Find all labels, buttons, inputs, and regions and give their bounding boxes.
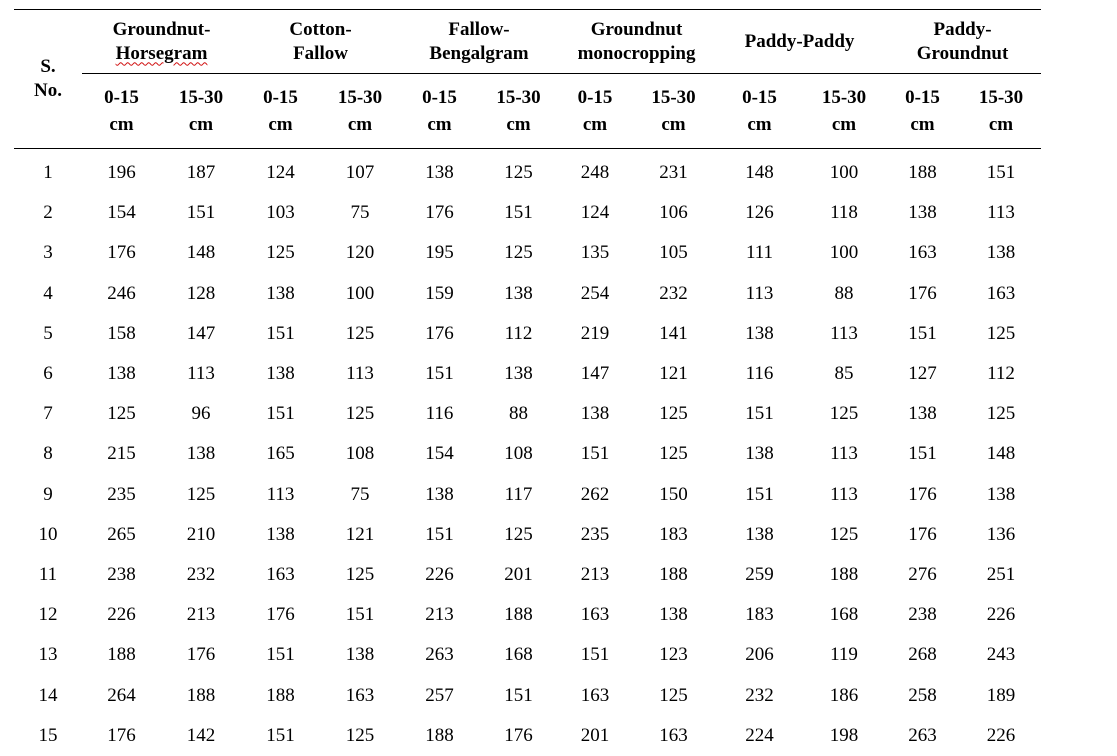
row-number-cell: 1 xyxy=(43,162,53,184)
row-number-cell: 12 xyxy=(38,604,58,626)
value-cell: 176 xyxy=(908,282,937,304)
value-cell: 138 xyxy=(986,242,1016,264)
value-cell: 88 xyxy=(834,282,854,304)
depth-header-cell xyxy=(804,74,884,149)
value-cell: 176 xyxy=(425,322,454,344)
value-cell: 210 xyxy=(186,523,216,545)
value-cell: 235 xyxy=(580,523,610,545)
value-cell: 125 xyxy=(659,443,688,465)
data-table xyxy=(14,9,1041,756)
value-cell: 163 xyxy=(908,242,937,264)
value-cell: 125 xyxy=(345,724,375,746)
value-cell: 125 xyxy=(345,563,375,585)
value-cell: 176 xyxy=(107,242,136,264)
value-cell: 165 xyxy=(266,443,295,465)
value-cell: 125 xyxy=(107,403,136,425)
value-cell: 276 xyxy=(908,563,937,585)
value-cell: 163 xyxy=(580,604,610,626)
value-cell: 138 xyxy=(908,202,937,224)
value-cell: 100 xyxy=(829,162,859,184)
value-cell: 151 xyxy=(266,724,295,746)
value-cell: 108 xyxy=(345,443,375,465)
value-cell: 189 xyxy=(986,684,1016,706)
value-cell: 188 xyxy=(107,644,136,666)
table-row xyxy=(14,635,1041,675)
value-cell: 125 xyxy=(345,322,375,344)
row-number-cell: 4 xyxy=(43,282,53,304)
depth-range: 0-15 xyxy=(577,87,613,108)
depth-header-cell xyxy=(632,74,715,149)
value-cell: 248 xyxy=(580,162,610,184)
value-cell: 251 xyxy=(986,563,1016,585)
value-cell: 151 xyxy=(908,443,937,465)
value-cell: 107 xyxy=(345,162,375,184)
depth-range: 0-15 xyxy=(742,87,777,108)
value-cell: 151 xyxy=(745,483,774,505)
value-cell: 176 xyxy=(425,202,454,224)
value-cell: 147 xyxy=(186,322,216,344)
value-cell: 121 xyxy=(659,363,688,385)
value-cell: 124 xyxy=(580,202,610,224)
value-cell: 75 xyxy=(350,202,370,224)
value-cell: 201 xyxy=(580,724,610,746)
value-cell: 151 xyxy=(986,162,1016,184)
value-cell: 113 xyxy=(987,202,1015,224)
value-cell: 154 xyxy=(425,443,454,465)
value-cell: 188 xyxy=(659,563,688,585)
value-cell: 168 xyxy=(504,644,533,666)
value-cell: 88 xyxy=(509,403,529,425)
value-cell: 151 xyxy=(345,604,375,626)
value-cell: 188 xyxy=(186,684,216,706)
depth-range: 15-30 xyxy=(496,87,541,108)
value-cell: 215 xyxy=(107,443,136,465)
value-cell: 127 xyxy=(908,363,937,385)
row-number-cell: 10 xyxy=(38,523,58,545)
depth-range: 15-30 xyxy=(821,87,867,108)
rotation-header-paddy-paddy: Paddy-Paddy xyxy=(715,10,884,74)
value-cell: 113 xyxy=(346,363,374,385)
value-cell: 168 xyxy=(829,604,859,626)
value-cell: 159 xyxy=(425,282,454,304)
depth-header-cell xyxy=(400,74,479,149)
depth-range: 0-15 xyxy=(905,87,940,108)
value-cell: 188 xyxy=(266,684,295,706)
value-cell: 232 xyxy=(186,563,216,585)
value-cell: 125 xyxy=(829,403,859,425)
value-cell: 138 xyxy=(745,322,774,344)
value-cell: 138 xyxy=(186,443,216,465)
value-cell: 135 xyxy=(580,242,610,264)
value-cell: 151 xyxy=(186,202,216,224)
value-cell: 226 xyxy=(986,604,1016,626)
value-cell: 163 xyxy=(580,684,610,706)
rotation-header-cotton-fallow: Cotton- Fallow xyxy=(241,10,400,74)
value-cell: 116 xyxy=(745,363,774,385)
value-cell: 125 xyxy=(829,523,859,545)
depth-header-cell xyxy=(558,74,632,149)
table-row xyxy=(14,193,1041,233)
value-cell: 125 xyxy=(986,403,1016,425)
value-cell: 138 xyxy=(504,363,533,385)
value-cell: 176 xyxy=(107,724,136,746)
value-cell: 163 xyxy=(659,724,688,746)
table-row xyxy=(14,595,1041,635)
depth-range: 15-30 xyxy=(651,87,696,108)
depth-header-cell xyxy=(161,74,241,149)
value-cell: 259 xyxy=(745,563,774,585)
value-cell: 138 xyxy=(580,403,610,425)
table-row xyxy=(14,555,1041,595)
value-cell: 113 xyxy=(830,443,858,465)
value-cell: 176 xyxy=(186,644,216,666)
table-row xyxy=(14,515,1041,555)
rotation-header-paddy-groundnut: Paddy- Groundnut xyxy=(884,10,1041,74)
depth-header-cell xyxy=(479,74,558,149)
value-cell: 257 xyxy=(425,684,454,706)
value-cell: 125 xyxy=(186,483,216,505)
value-cell: 243 xyxy=(986,644,1016,666)
row-number-cell: 14 xyxy=(38,684,58,706)
value-cell: 188 xyxy=(425,724,454,746)
value-cell: 138 xyxy=(425,483,454,505)
rotation-header-groundnut-monocropping: Groundnut monocropping xyxy=(558,10,715,74)
value-cell: 125 xyxy=(659,403,688,425)
sno-header-line2: No. xyxy=(34,80,62,101)
depth-unit: cm xyxy=(347,114,373,135)
value-cell: 138 xyxy=(266,363,295,385)
table-row xyxy=(14,233,1041,273)
value-cell: 120 xyxy=(345,242,375,264)
value-cell: 113 xyxy=(830,483,858,505)
value-cell: 188 xyxy=(908,162,937,184)
value-cell: 201 xyxy=(504,563,533,585)
value-cell: 263 xyxy=(425,644,454,666)
row-number-cell: 7 xyxy=(43,403,53,425)
value-cell: 106 xyxy=(659,202,688,224)
value-cell: 188 xyxy=(829,563,859,585)
value-cell: 151 xyxy=(425,523,454,545)
value-cell: 123 xyxy=(659,644,688,666)
value-cell: 231 xyxy=(659,162,688,184)
value-cell: 138 xyxy=(986,483,1016,505)
value-cell: 151 xyxy=(580,644,610,666)
value-cell: 151 xyxy=(425,363,454,385)
table-row xyxy=(14,149,1041,194)
depth-header-cell xyxy=(82,74,161,149)
value-cell: 116 xyxy=(425,403,454,425)
table-body xyxy=(14,149,1041,756)
value-cell: 163 xyxy=(345,684,375,706)
depth-unit: cm xyxy=(661,114,686,135)
value-cell: 163 xyxy=(986,282,1016,304)
value-cell: 100 xyxy=(345,282,375,304)
depth-header-cell xyxy=(715,74,804,149)
value-cell: 119 xyxy=(830,644,858,666)
depth-range: 15-30 xyxy=(337,87,383,108)
depth-unit: cm xyxy=(427,114,452,135)
value-cell: 125 xyxy=(504,162,533,184)
value-cell: 151 xyxy=(266,403,295,425)
rotation-header-fallow-bengalgram: Fallow- Bengalgram xyxy=(400,10,558,74)
value-cell: 138 xyxy=(504,282,533,304)
table-row xyxy=(14,434,1041,474)
value-cell: 148 xyxy=(186,242,216,264)
value-cell: 188 xyxy=(504,604,533,626)
row-number-cell: 5 xyxy=(43,322,53,344)
table-header xyxy=(14,10,1041,149)
value-cell: 262 xyxy=(580,483,610,505)
value-cell: 113 xyxy=(187,363,215,385)
value-cell: 176 xyxy=(504,724,533,746)
value-cell: 176 xyxy=(266,604,295,626)
value-cell: 117 xyxy=(504,483,533,505)
value-cell: 147 xyxy=(580,363,610,385)
value-cell: 151 xyxy=(745,403,774,425)
value-cell: 138 xyxy=(745,523,774,545)
value-cell: 125 xyxy=(504,242,533,264)
value-cell: 232 xyxy=(745,684,774,706)
value-cell: 226 xyxy=(986,724,1016,746)
value-cell: 154 xyxy=(107,202,136,224)
value-cell: 125 xyxy=(504,523,533,545)
value-cell: 125 xyxy=(659,684,688,706)
depth-range: 15-30 xyxy=(978,87,1024,108)
value-cell: 148 xyxy=(986,443,1016,465)
row-number-cell: 8 xyxy=(43,443,53,465)
value-cell: 75 xyxy=(350,483,370,505)
value-cell: 183 xyxy=(659,523,688,545)
row-number-cell: 13 xyxy=(38,644,58,666)
depth-unit: cm xyxy=(747,114,772,135)
row-number-cell: 3 xyxy=(43,242,53,264)
value-cell: 151 xyxy=(908,322,937,344)
value-cell: 196 xyxy=(107,162,136,184)
value-cell: 246 xyxy=(107,282,136,304)
value-cell: 124 xyxy=(266,162,295,184)
value-cell: 118 xyxy=(830,202,858,224)
value-cell: 213 xyxy=(186,604,216,626)
value-cell: 96 xyxy=(191,403,211,425)
value-cell: 121 xyxy=(345,523,375,545)
value-cell: 103 xyxy=(266,202,295,224)
value-cell: 195 xyxy=(425,242,454,264)
depth-header-cell xyxy=(241,74,320,149)
value-cell: 148 xyxy=(745,162,774,184)
table-row xyxy=(14,314,1041,354)
value-cell: 206 xyxy=(745,644,774,666)
depth-header-cell xyxy=(961,74,1041,149)
depth-range: 0-15 xyxy=(422,87,457,108)
value-cell: 111 xyxy=(745,242,774,264)
value-cell: 151 xyxy=(580,443,610,465)
value-cell: 226 xyxy=(107,604,136,626)
value-cell: 113 xyxy=(266,483,295,505)
value-cell: 113 xyxy=(830,322,858,344)
data-table-container xyxy=(14,9,1033,756)
value-cell: 163 xyxy=(266,563,295,585)
value-cell: 213 xyxy=(425,604,454,626)
depth-unit: cm xyxy=(506,114,531,135)
value-cell: 263 xyxy=(908,724,937,746)
row-number-cell: 15 xyxy=(38,724,58,746)
row-number-cell: 11 xyxy=(38,563,58,585)
value-cell: 138 xyxy=(107,363,136,385)
value-cell: 125 xyxy=(345,403,375,425)
table-row xyxy=(14,274,1041,314)
sno-header-line1: S. xyxy=(40,56,56,77)
value-cell: 176 xyxy=(908,483,937,505)
value-cell: 176 xyxy=(908,523,937,545)
value-cell: 238 xyxy=(908,604,937,626)
value-cell: 151 xyxy=(504,684,533,706)
value-cell: 138 xyxy=(425,162,454,184)
value-cell: 150 xyxy=(659,483,688,505)
depth-unit: cm xyxy=(910,114,935,135)
depth-unit: cm xyxy=(188,114,214,135)
sno-header xyxy=(14,10,82,149)
value-cell: 186 xyxy=(829,684,859,706)
table-row xyxy=(14,475,1041,515)
value-cell: 113 xyxy=(745,282,774,304)
value-cell: 158 xyxy=(107,322,136,344)
value-cell: 232 xyxy=(659,282,688,304)
table-row xyxy=(14,354,1041,394)
value-cell: 141 xyxy=(659,322,688,344)
value-cell: 219 xyxy=(580,322,610,344)
value-cell: 128 xyxy=(186,282,216,304)
depth-unit: cm xyxy=(831,114,857,135)
value-cell: 151 xyxy=(266,322,295,344)
row-number-cell: 6 xyxy=(43,363,53,385)
value-cell: 226 xyxy=(425,563,454,585)
value-cell: 125 xyxy=(266,242,295,264)
value-cell: 268 xyxy=(908,644,937,666)
value-cell: 183 xyxy=(745,604,774,626)
value-cell: 238 xyxy=(107,563,136,585)
value-cell: 138 xyxy=(266,523,295,545)
depth-range: 15-30 xyxy=(178,87,224,108)
value-cell: 108 xyxy=(504,443,533,465)
table-row xyxy=(14,675,1041,715)
value-cell: 138 xyxy=(745,443,774,465)
rotation-header-groundnut-horsegram: Groundnut- Horsegram xyxy=(82,10,241,74)
depth-unit: cm xyxy=(268,114,293,135)
depth-unit: cm xyxy=(109,114,134,135)
rotation-header-row xyxy=(14,10,1041,74)
depth-range: 0-15 xyxy=(263,87,298,108)
value-cell: 126 xyxy=(745,202,774,224)
value-cell: 224 xyxy=(745,724,774,746)
value-cell: 198 xyxy=(829,724,859,746)
row-number-cell: 9 xyxy=(43,483,53,505)
value-cell: 85 xyxy=(834,363,854,385)
value-cell: 105 xyxy=(659,242,688,264)
depth-header-row xyxy=(14,74,1041,149)
table-row xyxy=(14,716,1041,756)
value-cell: 136 xyxy=(986,523,1016,545)
value-cell: 258 xyxy=(908,684,937,706)
depth-header-cell xyxy=(884,74,961,149)
row-number-cell: 2 xyxy=(43,202,53,224)
value-cell: 112 xyxy=(987,363,1015,385)
spellcheck-underline: Horsegram xyxy=(115,42,208,64)
value-cell: 151 xyxy=(266,644,295,666)
value-cell: 264 xyxy=(107,684,136,706)
value-cell: 151 xyxy=(504,202,533,224)
value-cell: 254 xyxy=(580,282,610,304)
depth-header-cell xyxy=(320,74,400,149)
value-cell: 138 xyxy=(345,644,375,666)
value-cell: 138 xyxy=(659,604,688,626)
depth-range: 0-15 xyxy=(104,87,139,108)
value-cell: 142 xyxy=(186,724,216,746)
table-row xyxy=(14,394,1041,434)
value-cell: 100 xyxy=(829,242,859,264)
depth-unit: cm xyxy=(988,114,1014,135)
value-cell: 235 xyxy=(107,483,136,505)
value-cell: 138 xyxy=(908,403,937,425)
value-cell: 265 xyxy=(107,523,136,545)
value-cell: 125 xyxy=(986,322,1016,344)
depth-unit: cm xyxy=(582,114,608,135)
value-cell: 112 xyxy=(504,322,533,344)
value-cell: 213 xyxy=(580,563,610,585)
value-cell: 138 xyxy=(266,282,295,304)
value-cell: 187 xyxy=(186,162,216,184)
